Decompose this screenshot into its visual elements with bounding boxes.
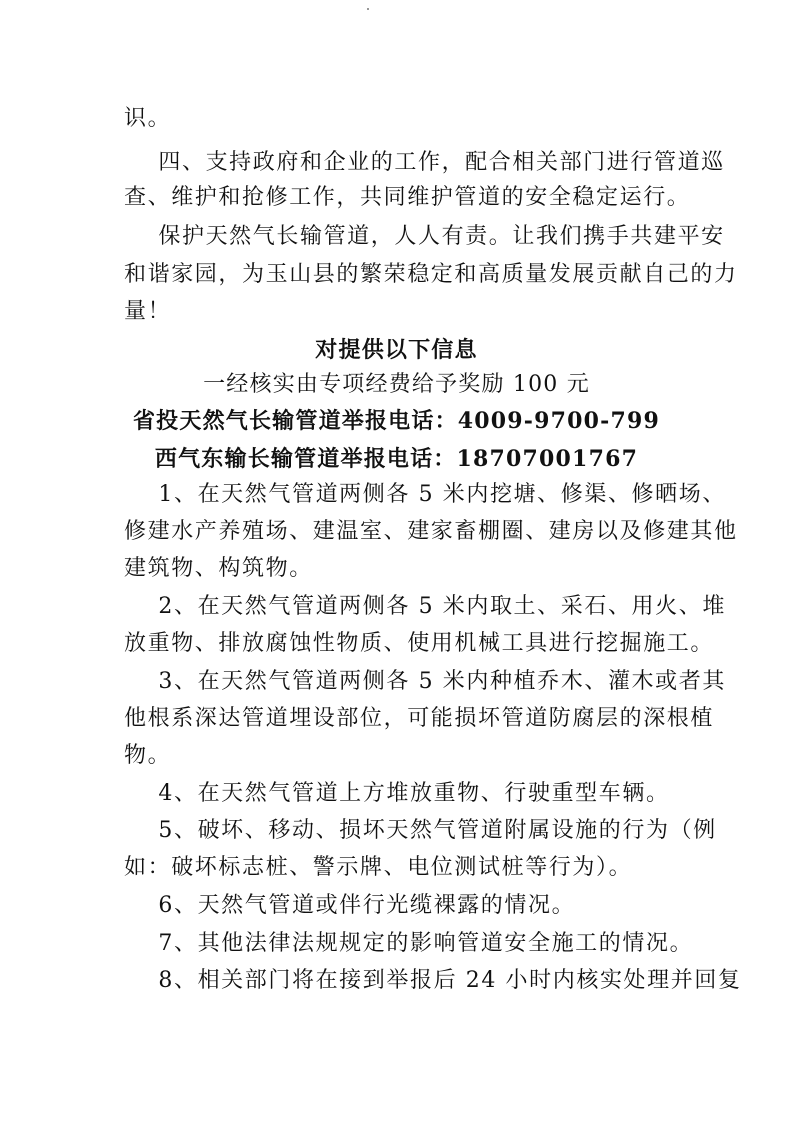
- item-line: 8、相关部门将在接到举报后 24 小时内核实处理并回复: [124, 968, 742, 993]
- text-line: 查、维护和抢修工作，共同维护管道的安全稳定运行。: [124, 185, 691, 210]
- text-line: 识。: [124, 106, 172, 131]
- item-line: 他根系深达管道埋设部位，可能损坏管道防腐层的深根植: [124, 706, 715, 731]
- heading-info: 对提供以下信息: [315, 337, 478, 363]
- scan-speck: [367, 8, 369, 10]
- item-line: 4、在天然气管道上方堆放重物、行驶重型车辆。: [124, 781, 670, 806]
- item-line: 3、在天然气管道两侧各 5 米内种植乔木、灌木或者其: [124, 669, 726, 694]
- item-line: 建筑物、构筑物。: [124, 556, 313, 581]
- item-line: 1、在天然气管道两侧各 5 米内挖塘、修渠、修晒场、: [124, 482, 726, 507]
- text-line: 和谐家园，为玉山县的繁荣稳定和高质量发展贡献自己的力: [124, 262, 738, 287]
- hotline-provincial: 省投天然气长输管道举报电话：4009-9700-799: [132, 408, 661, 434]
- item-line: 放重物、排放腐蚀性物质、使用机械工具进行挖掘施工。: [124, 631, 715, 656]
- item-line: 修建水产养殖场、建温室、建家畜棚圈、建房以及修建其他: [124, 519, 738, 544]
- text-line: 量！: [124, 299, 172, 324]
- heading-reward: 一经核实由专项经费给予奖励 100 元: [203, 372, 590, 397]
- item-line: 物。: [124, 743, 172, 768]
- item-line: 6、天然气管道或伴行光缆裸露的情况。: [124, 893, 576, 918]
- item-line: 2、在天然气管道两侧各 5 米内取土、采石、用火、堆: [124, 594, 726, 619]
- item-line: 5、破坏、移动、损坏天然气管道附属设施的行为（例: [124, 818, 717, 843]
- hotline-west-east: 西气东输长输管道举报电话：18707001767: [154, 446, 639, 472]
- item-line: 如：破坏标志桩、警示牌、电位测试桩等行为）。: [124, 855, 633, 880]
- text-line: 四、支持政府和企业的工作，配合相关部门进行管道巡: [124, 150, 725, 175]
- text-line: 保护天然气长输管道，人人有责。让我们携手共建平安: [124, 224, 725, 249]
- item-line: 7、其他法律法规规定的影响管道安全施工的情况。: [124, 931, 694, 956]
